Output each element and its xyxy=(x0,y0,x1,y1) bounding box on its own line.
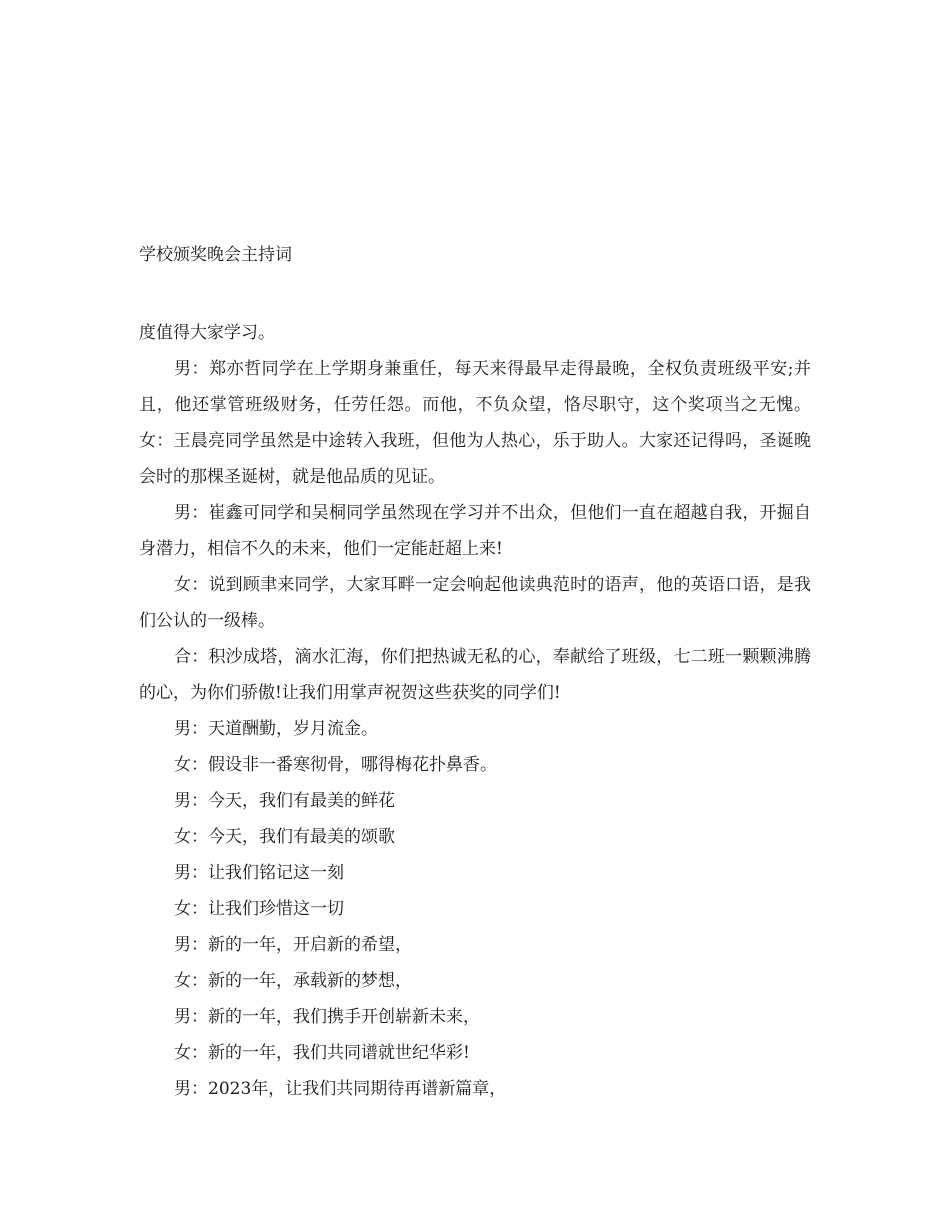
paragraph: 女：新的一年，我们共同谱就世纪华彩! xyxy=(174,1043,470,1063)
paragraph: 男：今天，我们有最美的鲜花 xyxy=(174,791,395,811)
document-title: 学校颁奖晚会主持词 xyxy=(139,245,292,265)
paragraph: 男：郑亦哲同学在上学期身兼重任，每天来得最早走得最晚，全权负责班级平安;并且，他还掌管班级财务，任劳任怨。而他，不负众望，恪尽职守，这个奖项当之无愧。 女：王晨亮同学虽然是中途转入我班，但他为人热心，乐于助人。大家还记得吗，圣诞晚会时的那棵圣诞树，就是他品质的见证。 xyxy=(139,359,811,487)
paragraph: 合：积沙成塔，滴水汇海，你们把热诚无私的心，奉献给了班级，七二班一颗颗沸腾的心，为你们骄傲!让我们用掌声祝贺这些获奖的同学们! xyxy=(139,647,811,703)
paragraph: 男：崔鑫可同学和吴桐同学虽然现在学习并不出众，但他们一直在超越自我，开掘自身潜力，相信不久的未来，他们一定能赶超上来! xyxy=(139,503,811,559)
paragraph: 女：假设非一番寒彻骨，哪得梅花扑鼻香。 xyxy=(174,755,497,775)
paragraph: 女：新的一年，承载新的梦想， xyxy=(174,971,412,991)
paragraph: 男：让我们铭记这一刻 xyxy=(174,863,344,883)
paragraph: 女：让我们珍惜这一切 xyxy=(174,899,344,919)
paragraph: 男：天道酬勤，岁月流金。 xyxy=(174,719,378,739)
document-body xyxy=(139,315,811,1107)
paragraph: 男：新的一年，我们携手开创崭新未来， xyxy=(174,1007,480,1027)
paragraph: 男：新的一年，开启新的希望， xyxy=(174,935,412,955)
paragraph: 女：说到顾聿来同学，大家耳畔一定会响起他读典范时的语声，他的英语口语，是我们公认的一级棒。 xyxy=(139,575,811,631)
paragraph: 度值得大家学习。 xyxy=(139,323,275,343)
paragraph: 女：今天，我们有最美的颂歌 xyxy=(174,827,395,847)
paragraph: 男：2023年，让我们共同期待再谱新篇章， xyxy=(174,1079,507,1099)
